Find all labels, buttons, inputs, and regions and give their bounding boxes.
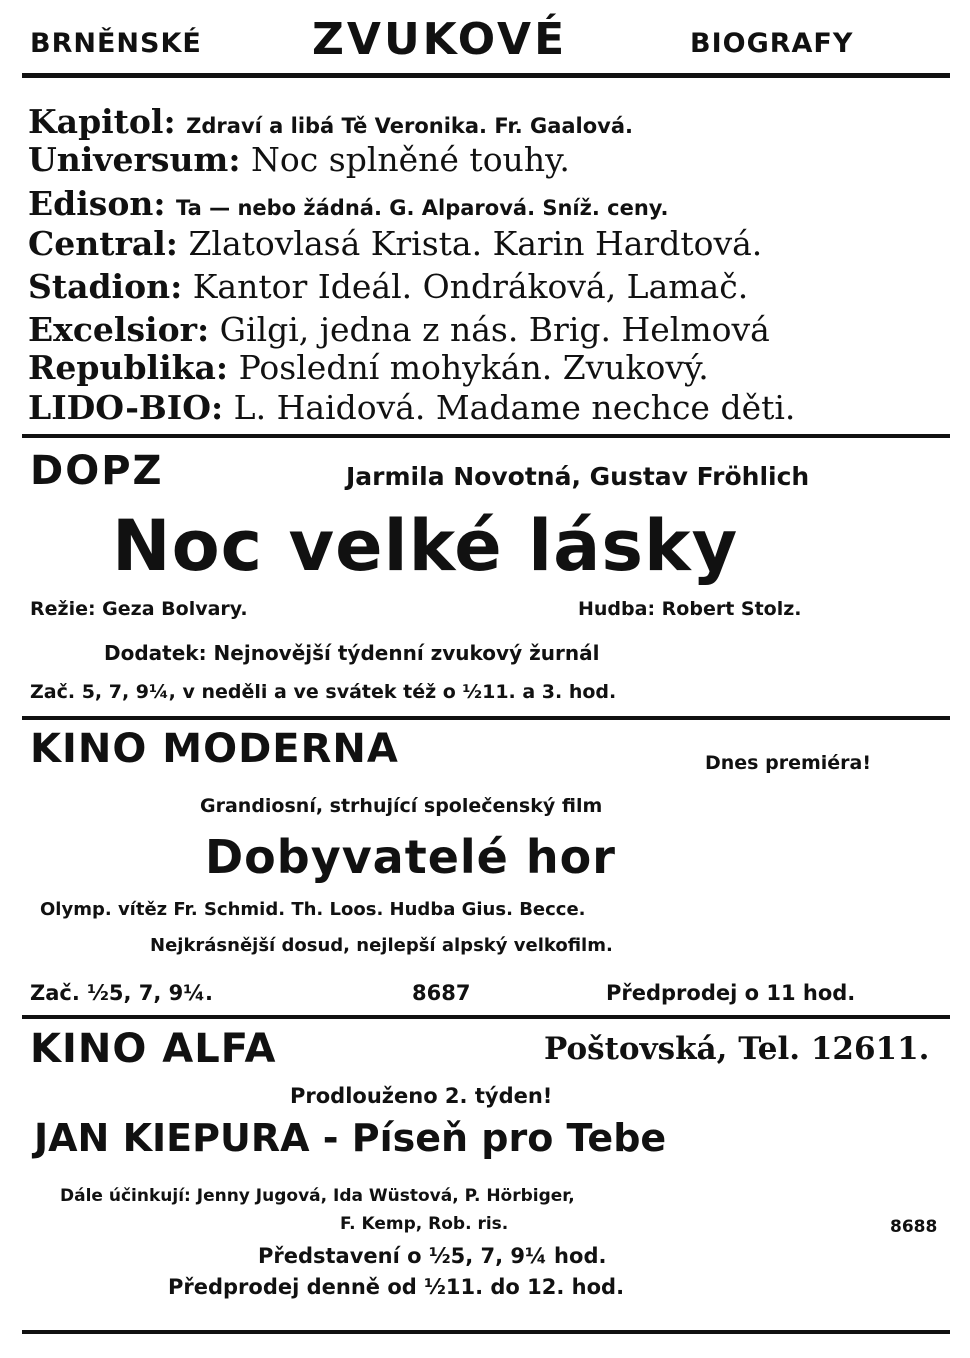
moderna-credits: Olymp. vítěz Fr. Schmid. Th. Loos. Hudba Gius. Becce.: [40, 899, 586, 920]
alfa-venue: KINO ALFA: [30, 1026, 277, 1072]
moderna-rule: [22, 1015, 950, 1019]
cinema-film: Poslední mohykán. Zvukový.: [238, 348, 709, 387]
moderna-title: Dobyvatelé hor: [205, 830, 616, 884]
alfa-code: 8688: [890, 1217, 938, 1237]
dopz-cast: Jarmila Novotná, Gustav Fröhlich: [346, 462, 810, 491]
cinema-film: Gilgi, jedna z nás. Brig. Helmová: [219, 310, 770, 349]
moderna-premiere: Dnes premiéra!: [705, 752, 872, 774]
header-left: BRNĚNSKÉ: [30, 28, 202, 59]
moderna-promo: Nejkrásnější dosud, nejlepší alpský velkofilm.: [150, 935, 613, 956]
moderna-times: Zač. ½5, 7, 9¼.: [30, 981, 214, 1005]
bottom-rule: [22, 1330, 950, 1334]
moderna-presale: Předprodej o 11 hod.: [606, 981, 856, 1005]
cinema-name: Kapitol:: [28, 102, 176, 141]
cinema-line-stadion: [28, 269, 748, 305]
cinema-film: Zdraví a libá Tě Veronika. Fr. Gaalová.: [186, 114, 634, 138]
cinema-film: L. Haidová. Madame nechce děti.: [233, 388, 796, 427]
cinema-line-excelsior: [28, 312, 770, 348]
header-right: BIOGRAFY: [690, 28, 854, 59]
header-rule: [22, 73, 950, 78]
dopz-venue: DOPZ: [30, 448, 164, 494]
cinema-line-kapitol: [28, 104, 633, 144]
cinema-line-republika: [28, 350, 709, 386]
cinema-name: Republika:: [28, 348, 229, 387]
cinema-line-universum: [28, 142, 570, 178]
dopz-title: Noc velké lásky: [112, 505, 739, 587]
cinema-name: Edison:: [28, 184, 166, 223]
dopz-music: Hudba: Robert Stolz.: [578, 598, 802, 620]
header-center: ZVUKOVÉ: [312, 14, 568, 65]
moderna-code: 8687: [412, 981, 471, 1005]
cinema-line-central: [28, 226, 762, 262]
cinema-film: Ta — nebo žádná. G. Alparová. Sníž. ceny.: [176, 196, 669, 220]
dopz-extra: Dodatek: Nejnovější týdenní zvukový žurnál: [104, 641, 600, 665]
cinema-name: Stadion:: [28, 267, 183, 306]
alfa-address: Poštovská, Tel. 12611.: [544, 1031, 930, 1067]
dopz-times: Zač. 5, 7, 9¼, v neděli a ve svátek též o ½11. a 3. hod.: [30, 681, 617, 703]
moderna-venue: KINO MODERNA: [30, 726, 399, 772]
dopz-director: Režie: Geza Bolvary.: [30, 598, 248, 620]
dopz-rule: [22, 716, 950, 720]
alfa-title: JAN KIEPURA - Píseň pro Tebe: [34, 1116, 667, 1160]
alfa-extended: Prodlouženo 2. týden!: [290, 1084, 553, 1108]
alfa-cast-line-2: F. Kemp, Rob. ris.: [340, 1214, 509, 1234]
cinema-film: Zlatovlasá Krista. Karin Hardtová.: [188, 224, 763, 263]
moderna-tagline: Grandiosní, strhující společenský film: [200, 795, 603, 817]
cinema-line-lido-bio: [28, 390, 795, 426]
alfa-cast-line-1: Dále účinkují: Jenny Jugová, Ida Wüstová, P. Hörbiger,: [60, 1186, 575, 1206]
alfa-shows: Představení o ½5, 7, 9¼ hod.: [258, 1244, 607, 1268]
cinema-name: LIDO-BIO:: [28, 388, 224, 427]
alfa-presale: Předprodej denně od ½11. do 12. hod.: [168, 1275, 625, 1299]
cinema-name: Central:: [28, 224, 178, 263]
cinema-film: Noc splněné touhy.: [251, 140, 570, 179]
cinema-name: Excelsior:: [28, 310, 210, 349]
cinema-film: Kantor Ideál. Ondráková, Lamač.: [192, 267, 749, 306]
cinema-name: Universum:: [28, 140, 241, 179]
list-rule: [22, 434, 950, 438]
cinema-line-edison: [28, 186, 669, 226]
